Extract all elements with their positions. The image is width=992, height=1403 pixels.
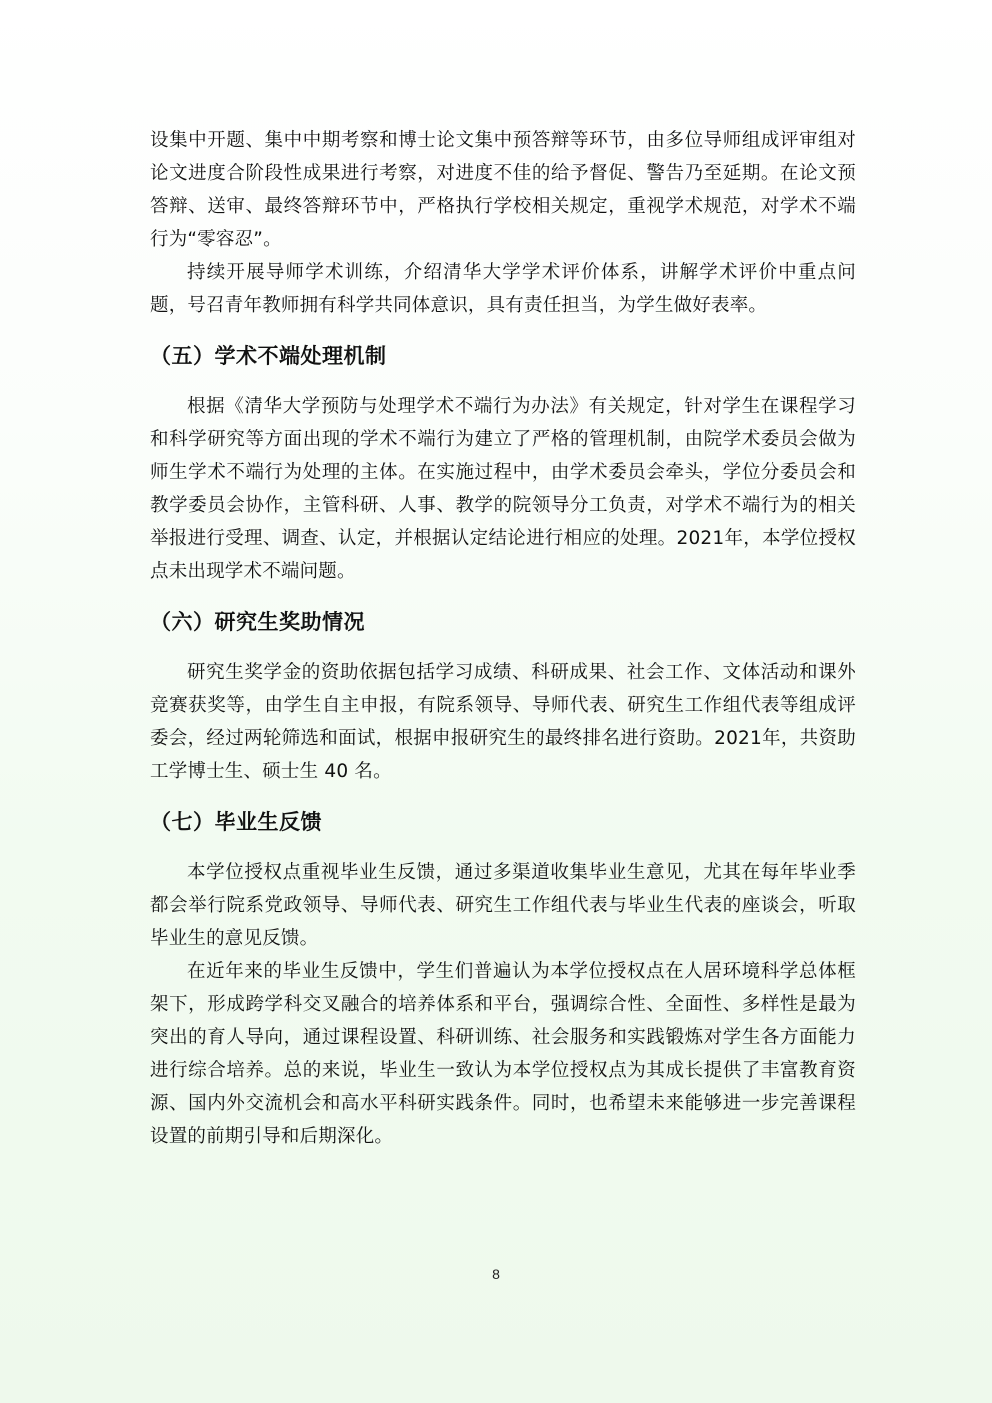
paragraph-continued: 设集中开题、集中中期考察和博士论文集中预答辩等环节，由多位导师组成评审组对论文进度合阶段性成果进行考察，对进度不佳的给予督促、警告乃至延期。在论文预答辩、送审、最终答辩环节中，严格执行学校相关规定，重视学术规范，对学术不端行为“零容忍”。 bbox=[150, 130, 856, 250]
page-content bbox=[150, 124, 856, 1153]
paragraph-feedback-channels: 本学位授权点重视毕业生反馈，通过多渠道收集毕业生意见，尤其在每年毕业季都会举行院系党政领导、导师代表、研究生工作组代表与毕业生代表的座谈会，听取毕业生的意见反馈。 bbox=[150, 862, 856, 949]
page-number: 8 bbox=[492, 1266, 500, 1282]
paragraph-scholarships: 研究生奖学金的资助依据包括学习成绩、科研成果、社会工作、文体活动和课外竞赛获奖等，由学生自主申报，有院系领导、导师代表、研究生工作组代表等组成评委会，经过两轮筛选和面试，根据申报研究生的最终排名进行资助。2021年，共资助工学博士生、硕士生 40 名。 bbox=[150, 662, 856, 782]
section-heading-graduate-feedback: （七）毕业生反馈 bbox=[150, 810, 322, 834]
paragraph-mentor-training: 持续开展导师学术训练，介绍清华大学学术评价体系，讲解学术评价中重点问题，号召青年教师拥有科学共同体意识，具有责任担当，为学生做好表率。 bbox=[150, 262, 856, 316]
paragraph-feedback-summary: 在近年来的毕业生反馈中，学生们普遍认为本学位授权点在人居环境科学总体框架下，形成跨学科交叉融合的培养体系和平台，强调综合性、全面性、多样性是最为突出的育人导向，通过课程设置、科研训练、社会服务和实践锻炼对学生各方面能力进行综合培养。总的来说，毕业生一致认为本学位授权点为其成长提供了丰富教育资源、国内外交流机会和高水平科研实践条件。同时，也希望未来能够进一步完善课程设置的前期引导和后期深化。 bbox=[150, 961, 856, 1147]
paragraph-academic-misconduct: 根据《清华大学预防与处理学术不端行为办法》有关规定，针对学生在课程学习和科学研究等方面出现的学术不端行为建立了严格的管理机制，由院学术委员会做为师生学术不端行为处理的主体。在实施过程中，由学术委员会牵头，学位分委员会和教学委员会协作，主管科研、人事、教学的院领导分工负责，对学术不端行为的相关举报进行受理、调查、认定，并根据认定结论进行相应的处理。2021年，本学位授权点未出现学术不端问题。 bbox=[150, 396, 856, 582]
section-heading-scholarships: （六）研究生奖助情况 bbox=[150, 610, 365, 634]
section-heading-academic-misconduct: （五）学术不端处理机制 bbox=[150, 344, 387, 368]
